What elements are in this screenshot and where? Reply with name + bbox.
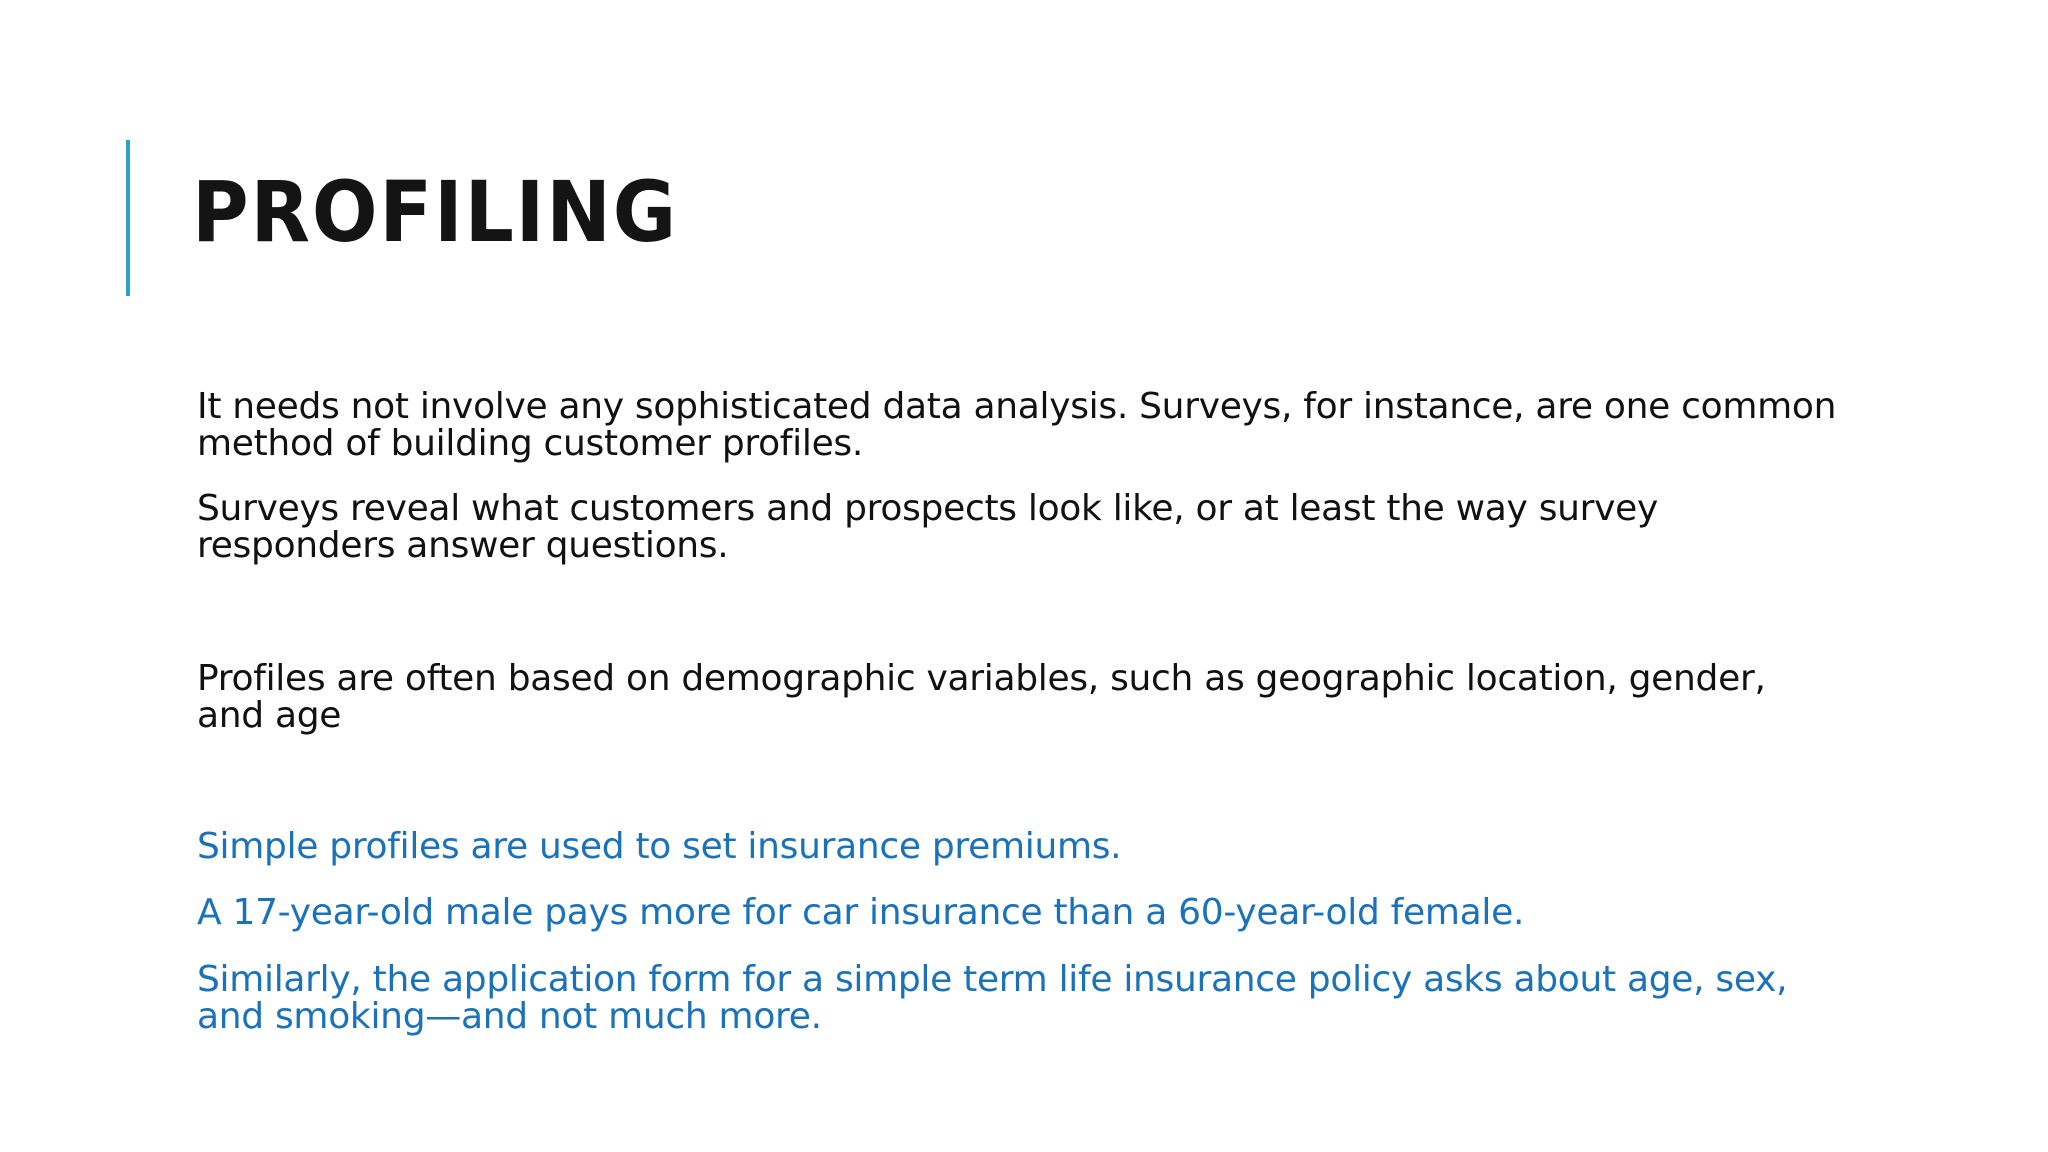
paragraph-demographics: Profiles are often based on demographic variables, such as geographic location, gender, and age	[197, 658, 1766, 736]
paragraph-insurance-premiums: Simple profiles are used to set insurance premiums.	[197, 826, 1122, 867]
paragraph-car-insurance-example: A 17-year-old male pays more for car insurance than a 60-year-old female.	[197, 892, 1525, 933]
title-accent-bar	[126, 140, 130, 296]
paragraph-profiling-method: It needs not involve any sophisticated data analysis. Surveys, for instance, are one common method of building customer profiles.	[197, 386, 1837, 464]
paragraph-surveys: Surveys reveal what customers and prospects look like, or at least the way survey responders answer questions.	[197, 488, 1659, 566]
paragraph-life-insurance-example: Similarly, the application form for a simple term life insurance policy asks about age, sex, and smoking—and not much more.	[197, 959, 1788, 1037]
slide-title: PROFILING	[192, 163, 679, 261]
